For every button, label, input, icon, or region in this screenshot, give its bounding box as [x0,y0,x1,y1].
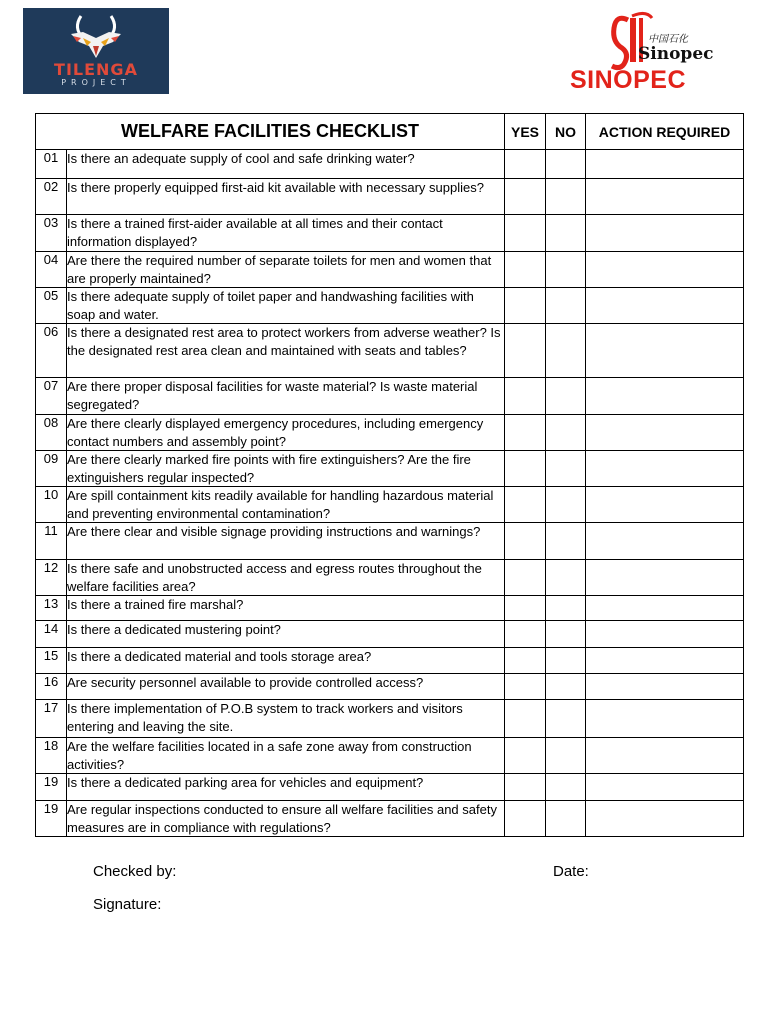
table-row [36,674,744,700]
row-number: 15 [36,648,67,674]
no-cell[interactable] [546,648,586,674]
table-header-row [36,114,744,150]
row-number: 19 [36,801,67,837]
yes-cell[interactable] [505,560,546,596]
table-row [36,451,744,487]
action-required-column-header: ACTION REQUIRED [586,114,744,150]
row-number: 08 [36,415,67,451]
question-text: Are there clear and visible signage providing instructions and warnings? [67,523,505,560]
no-cell[interactable] [546,674,586,700]
table-row [36,523,744,560]
action-required-cell[interactable] [586,801,744,837]
signature-label: Signature: [93,896,162,913]
yes-cell[interactable] [505,179,546,215]
row-number: 03 [36,215,67,252]
row-number: 02 [36,179,67,215]
row-number: 18 [36,738,67,774]
table-row [36,288,744,324]
no-cell[interactable] [546,774,586,801]
no-cell[interactable] [546,288,586,324]
action-required-cell[interactable] [586,700,744,738]
question-text: Is there implementation of P.O.B system to track workers and visitors entering and leaving the site. [67,700,505,738]
no-cell[interactable] [546,523,586,560]
question-text: Are spill containment kits readily available for handling hazardous material and preventing environmental contamination? [67,487,505,523]
table-row [36,700,744,738]
row-number: 06 [36,324,67,378]
table-row [36,648,744,674]
action-required-cell[interactable] [586,179,744,215]
question-text: Are regular inspections conducted to ensure all welfare facilities and safety measures are in compliance with regulations? [67,801,505,837]
yes-cell[interactable] [505,415,546,451]
row-number: 16 [36,674,67,700]
question-text: Are there proper disposal facilities for waste material? Is waste material segregated? [67,378,505,415]
no-cell[interactable] [546,621,586,648]
table-row [36,324,744,378]
action-required-cell[interactable] [586,674,744,700]
yes-cell[interactable] [505,774,546,801]
yes-cell[interactable] [505,523,546,560]
sinopec-logo [566,8,738,98]
row-number: 04 [36,252,67,288]
tilenga-logo [23,8,169,94]
table-row [36,738,744,774]
table-row [36,596,744,621]
yes-cell[interactable] [505,451,546,487]
yes-cell[interactable] [505,288,546,324]
action-required-cell[interactable] [586,215,744,252]
question-text: Is there a trained first-aider available at all times and their contact information displayed? [67,215,505,252]
no-cell[interactable] [546,215,586,252]
question-text: Is there properly equipped first-aid kit available with necessary supplies? [67,179,505,215]
action-required-cell[interactable] [586,324,744,378]
action-required-cell[interactable] [586,378,744,415]
question-text: Is there adequate supply of toilet paper and handwashing facilities with soap and water. [67,288,505,324]
action-required-cell[interactable] [586,150,744,179]
question-text: Is there a dedicated material and tools storage area? [67,648,505,674]
no-cell[interactable] [546,596,586,621]
question-text: Is there a dedicated parking area for vehicles and equipment? [67,774,505,801]
question-text: Is there an adequate supply of cool and safe drinking water? [67,150,505,179]
yes-cell[interactable] [505,487,546,523]
question-text: Are the welfare facilities located in a safe zone away from construction activities? [67,738,505,774]
no-cell[interactable] [546,700,586,738]
no-cell[interactable] [546,738,586,774]
action-required-cell[interactable] [586,560,744,596]
row-number: 10 [36,487,67,523]
action-required-cell[interactable] [586,451,744,487]
table-row [36,774,744,801]
table-row [36,179,744,215]
row-number: 14 [36,621,67,648]
row-number: 13 [36,596,67,621]
table-row [36,621,744,648]
question-text: Are there clearly marked fire points with fire extinguishers? Are the fire extinguishers regular inspected? [67,451,505,487]
question-text: Are there the required number of separate toilets for men and women that are properly maintained? [67,252,505,288]
table-row [36,150,744,179]
row-number: 01 [36,150,67,179]
no-cell[interactable] [546,801,586,837]
action-required-cell[interactable] [586,738,744,774]
action-required-cell[interactable] [586,648,744,674]
yes-cell[interactable] [505,215,546,252]
yes-cell[interactable] [505,674,546,700]
question-text: Is there a trained fire marshal? [67,596,505,621]
checked-by-label: Checked by: [93,863,177,880]
no-cell[interactable] [546,415,586,451]
table-row [36,378,744,415]
table-row [36,215,744,252]
question-text: Is there a designated rest area to protect workers from adverse weather? Is the designated rest area clean and maintained with seats and tables? [67,324,505,378]
row-number: 19 [36,774,67,801]
table-row [36,560,744,596]
yes-cell[interactable] [505,378,546,415]
no-cell[interactable] [546,451,586,487]
action-required-cell[interactable] [586,774,744,801]
question-text: Is there safe and unobstructed access and egress routes throughout the welfare facilities area? [67,560,505,596]
table-row [36,801,744,837]
no-cell[interactable] [546,487,586,523]
no-cell[interactable] [546,252,586,288]
no-cell[interactable] [546,378,586,415]
yes-cell[interactable] [505,324,546,378]
welfare-checklist-table [35,113,744,837]
action-required-cell[interactable] [586,596,744,621]
no-cell[interactable] [546,179,586,215]
action-required-cell[interactable] [586,621,744,648]
date-label: Date: [553,863,589,880]
action-required-cell[interactable] [586,288,744,324]
row-number: 07 [36,378,67,415]
action-required-cell[interactable] [586,523,744,560]
action-required-cell[interactable] [586,252,744,288]
yes-cell[interactable] [505,648,546,674]
row-number: 11 [36,523,67,560]
yes-column-header: YES [505,114,546,150]
row-number: 05 [36,288,67,324]
question-text: Are security personnel available to provide controlled access? [67,674,505,700]
yes-cell[interactable] [505,700,546,738]
table-row [36,252,744,288]
yes-cell[interactable] [505,621,546,648]
row-number: 12 [36,560,67,596]
no-cell[interactable] [546,150,586,179]
row-number: 17 [36,700,67,738]
table-row [36,487,744,523]
checklist-title: WELFARE FACILITIES CHECKLIST [36,114,505,150]
sinopec-wordmark: SINOPEC [570,66,687,94]
sinopec-script-text: Sinopec [638,44,714,64]
yes-cell[interactable] [505,252,546,288]
no-cell[interactable] [546,324,586,378]
action-required-cell[interactable] [586,487,744,523]
yes-cell[interactable] [505,150,546,179]
sinopec-chinese-text: 中国石化 [648,34,688,45]
yes-cell[interactable] [505,801,546,837]
tilenga-logo-name: TILENGA [54,60,138,79]
yes-cell[interactable] [505,738,546,774]
no-column-header: NO [546,114,586,150]
question-text: Are there clearly displayed emergency procedures, including emergency contact numbers and assembly point? [67,415,505,451]
yes-cell[interactable] [505,596,546,621]
tilenga-logo-subtitle: PROJECT [61,78,131,87]
table-row [36,415,744,451]
row-number: 09 [36,451,67,487]
no-cell[interactable] [546,560,586,596]
action-required-cell[interactable] [586,415,744,451]
question-text: Is there a dedicated mustering point? [67,621,505,648]
